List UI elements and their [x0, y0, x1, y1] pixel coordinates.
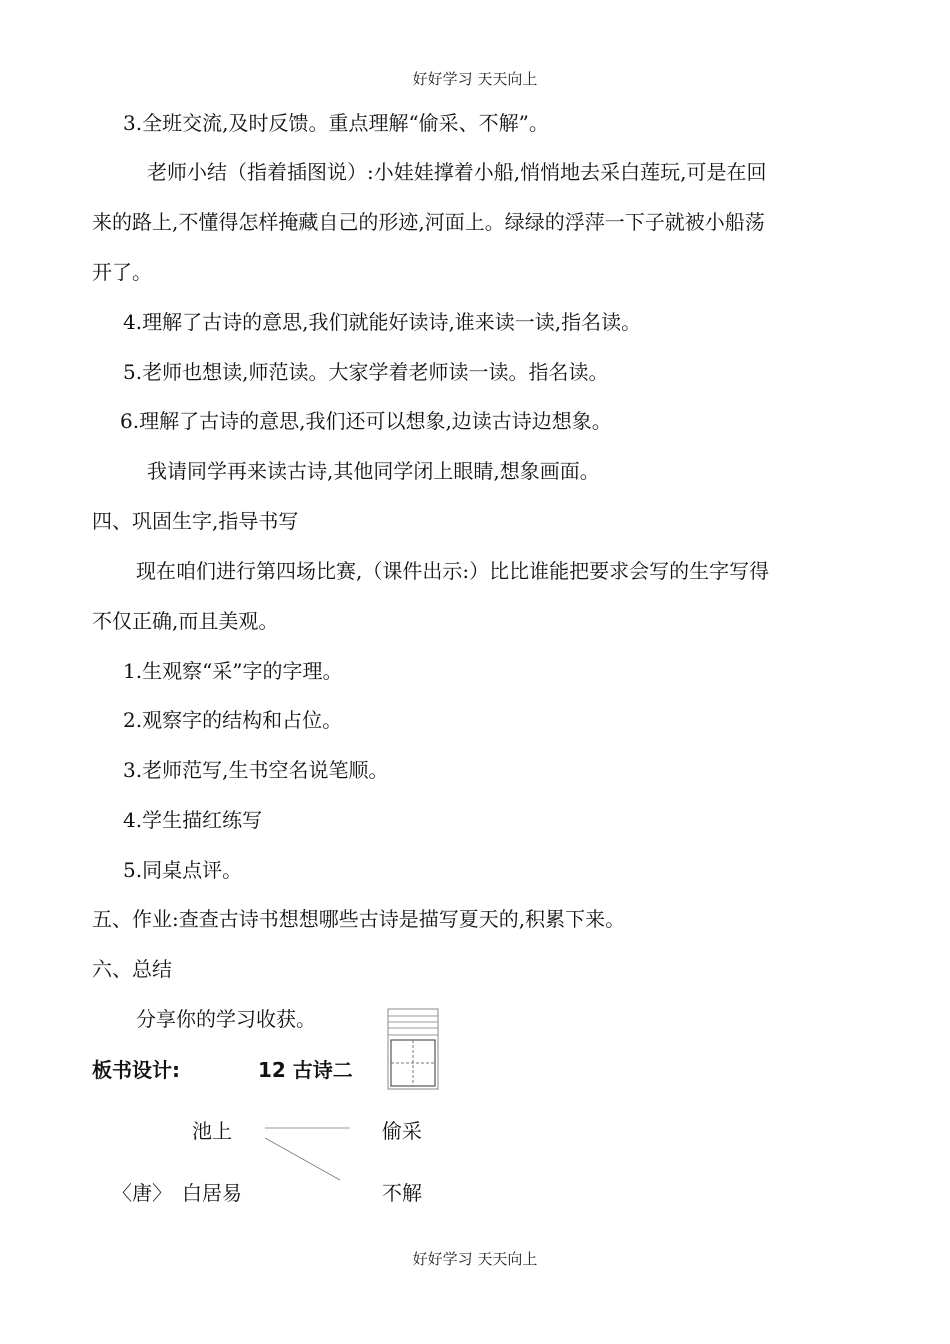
- text-line-1: 3.全班交流,及时反馈。重点理解“偷采、不解”。: [123, 111, 549, 135]
- board-design-label: 板书设计:: [92, 1058, 180, 1082]
- text-line-16: 5.同桌点评。: [123, 858, 243, 882]
- board-connector-lines: [260, 1120, 360, 1185]
- board-word-2: 不解: [382, 1181, 422, 1205]
- text-line-5: 4.理解了古诗的意思,我们就能好读诗,谁来读一读,指名读。: [123, 310, 642, 334]
- text-line-8: 我请同学再来读古诗,其他同学闭上眼睛,想象画面。: [147, 459, 600, 483]
- text-line-2: 老师小结（指着插图说）:小娃娃撑着小船,悄悄地去采白莲玩,可是在回: [147, 160, 767, 184]
- writing-grid-image: [387, 1008, 439, 1090]
- board-poem-title: 池上: [192, 1119, 232, 1143]
- text-line-6: 5.老师也想读,师范读。大家学着老师读一读。指名读。: [123, 360, 609, 384]
- text-line-19: 分享你的学习收获。: [136, 1007, 316, 1031]
- text-line-7: 6.理解了古诗的意思,我们还可以想象,边读古诗边想象。: [120, 409, 612, 433]
- text-line-13: 2.观察字的结构和占位。: [123, 708, 343, 732]
- section-heading-5: 五、作业:查查古诗书想想哪些古诗是描写夏天的,积累下来。: [92, 907, 626, 931]
- section-heading-6: 六、总结: [92, 957, 172, 981]
- text-line-15: 4.学生描红练写: [123, 808, 263, 832]
- board-author: 白居易: [182, 1181, 242, 1205]
- section-heading-4: 四、巩固生字,指导书写: [92, 509, 299, 533]
- text-line-4: 开了。: [92, 260, 152, 284]
- text-line-3: 来的路上,不懂得怎样掩藏自己的形迹,河面上。绿绿的浮萍一下子就被小船荡: [92, 210, 765, 234]
- text-line-11: 不仅正确,而且美观。: [92, 609, 279, 633]
- text-line-10: 现在咱们进行第四场比赛,（课件出示:）比比谁能把要求会写的生字写得: [136, 559, 770, 583]
- board-dynasty: 〈唐〉: [112, 1181, 172, 1205]
- page-header: 好好学习 天天向上: [412, 70, 538, 88]
- text-line-12: 1.生观察“采”字的字理。: [123, 659, 343, 683]
- board-title: 12 古诗二: [258, 1058, 353, 1082]
- page-footer: 好好学习 天天向上: [412, 1250, 538, 1268]
- text-line-14: 3.老师范写,生书空名说笔顺。: [123, 758, 389, 782]
- board-word-1: 偷采: [382, 1119, 422, 1143]
